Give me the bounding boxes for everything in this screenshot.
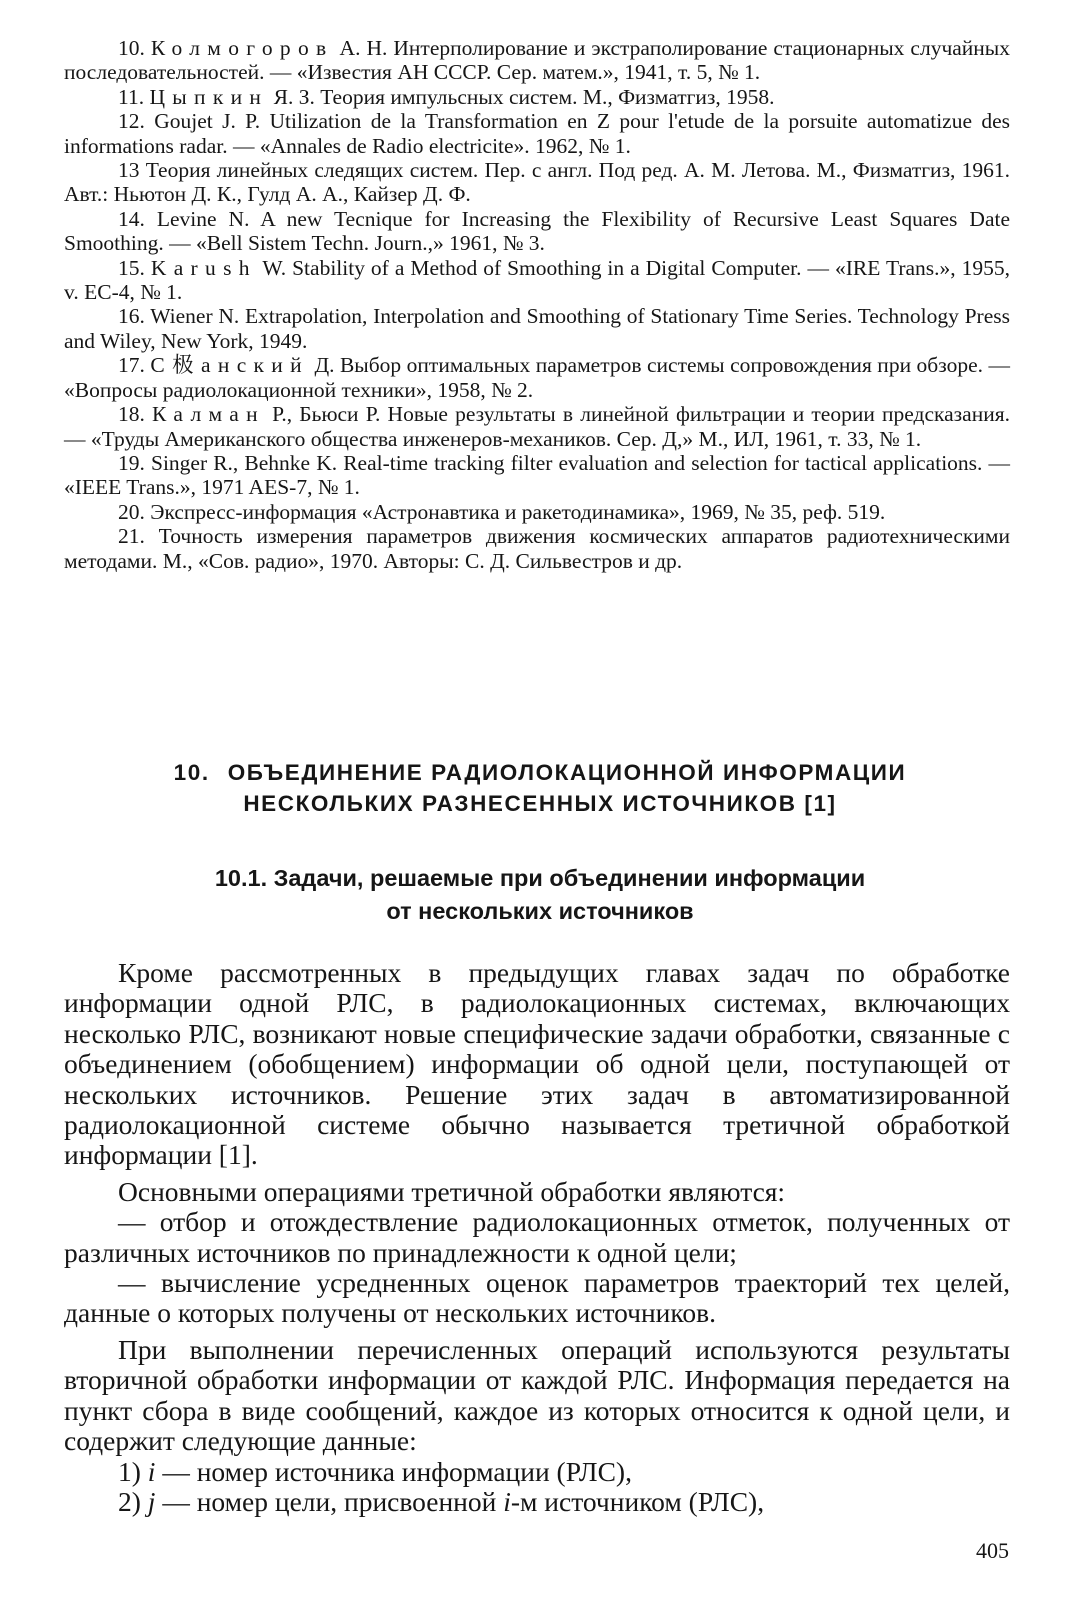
- reference-item: [64, 158, 1010, 207]
- reference-text: Я. З. Теория импульсных систем. М., Физматгиз, 1958.: [273, 84, 775, 109]
- reference-item: [64, 85, 1010, 109]
- section-heading: [100, 862, 980, 928]
- chapter-heading: [100, 757, 980, 819]
- reference-number: 20.: [118, 499, 145, 524]
- reference-text: Р., Бьюси Р. Новые результаты в линейной фильтрации и теории предсказания. — «Труды Американского общества инженеров-механиков. Сер. Д,» М., ИЛ, 1961, т. 33, № 1.: [64, 402, 1010, 451]
- reference-item: [64, 304, 1010, 353]
- reference-text: А. Н. Интерполирование и экстраполирование стационарных случайных последовательностей. — «Известия АН СССР. Сер. матем.», 1941, т. 5, № 1.: [64, 36, 1011, 85]
- numbered-item: [64, 1487, 1010, 1517]
- reference-number: 19.: [118, 450, 145, 475]
- reference-item: [64, 353, 1010, 402]
- item-number: 1): [118, 1455, 141, 1487]
- reference-number: 10.: [118, 36, 145, 60]
- item-text: — номер источника информации (РЛС),: [162, 1455, 632, 1487]
- reference-text: W. Stability of a Method of Smoothing in a Digital Computer. — «IRE Trans.», 1955, v. EC-4, № 1.: [64, 255, 1010, 305]
- body-text: [64, 958, 1010, 1517]
- chapter-title-continued: НЕСКОЛЬКИХ РАЗНЕСЕННЫХ ИСТОЧНИКОВ [1]: [243, 791, 837, 816]
- reference-author: Колмогоров: [150, 36, 334, 60]
- list-dash-item: — вычисление усредненных оценок параметров траекторий тех целей, данные о которых получены от нескольких источников.: [64, 1267, 1010, 1329]
- reference-text: Точность измерения параметров движения космических аппаратов радиотехническими методами. М., «Сов. радио», 1970. Авторы: С. Д. Сильвестров и др.: [64, 524, 1011, 573]
- section-title-continued: от нескольких источников: [386, 898, 694, 924]
- reference-author: С极анский: [150, 353, 309, 378]
- reference-author: Karush: [150, 255, 257, 280]
- reference-text: Levine N. A new Tecnique for Increasing the Flexibility of Recursive Least Squares Date Smoothing. — «Bell Sistem Techn. Journ.,» 1961, № 3.: [64, 206, 1011, 256]
- item-variable: i: [503, 1485, 511, 1517]
- reference-number: 16.: [118, 304, 145, 329]
- section-title: 10.1. Задачи, решаемые при объединении информации: [214, 865, 866, 891]
- reference-author: Калман: [152, 402, 265, 427]
- chapter-heading-line: [100, 757, 980, 788]
- reference-item: [64, 524, 1010, 573]
- item-variable: i: [147, 1455, 156, 1487]
- reference-item: [64, 207, 1010, 256]
- list-dash-item: — отбор и отождествление радиолокационных отметок, полученных от различных источников по принадлежности к одной цели;: [64, 1206, 1010, 1268]
- reference-text: Теория линейных следящих систем. Пер. с англ. Под ред. А. М. Летова. М., Физматгиз, 1961. Авт.: Ньютон Д. К., Гулд А. А., Кайзер Д. Ф.: [64, 158, 1011, 207]
- reference-number: 15.: [118, 255, 145, 280]
- item-variable: j: [147, 1485, 156, 1517]
- reference-number: 13: [118, 158, 140, 183]
- reference-number: 21.: [118, 524, 145, 549]
- item-number: 2): [118, 1485, 141, 1517]
- reference-item: [64, 109, 1010, 158]
- reference-item: [64, 451, 1010, 500]
- reference-number: 14.: [118, 206, 145, 231]
- reference-item: [64, 36, 1010, 85]
- reference-text: Д. Выбор оптимальных параметров системы сопровождения при обзоре. — «Вопросы радиолокационной техники», 1958, № 2.: [64, 353, 1011, 402]
- reference-list: [64, 36, 1010, 573]
- item-text: — номер цели, присвоенной: [162, 1485, 497, 1517]
- chapter-number: 10.: [173, 760, 210, 785]
- reference-item: [64, 500, 1010, 524]
- reference-text: Экспресс-информация «Астронавтика и ракетодинамика», 1969, № 35, реф. 519.: [150, 499, 886, 524]
- reference-number: 18.: [118, 402, 145, 427]
- reference-item: [64, 256, 1010, 305]
- reference-text: Goujet J. P. Utilization de la Transformation en Z pour l'etude de la porsuite automatizue des informations radar. — «Annales de Radio electricite». 1962, № 1.: [64, 109, 1011, 158]
- reference-number: 12.: [118, 109, 145, 134]
- item-text: -м источником (РЛС),: [510, 1485, 765, 1517]
- paragraph: Кроме рассмотренных в предыдущих главах задач по обработке информации одной РЛС, в радиолокационных системах, включающих несколько РЛС, возникают новые специфические задачи обработки, связанные с объединением (обобщением) информации об одной цели, поступающей от нескольких источников. Решение этих задач в автоматизированной радиолокационной системе обычно называется третичной обработкой информации [1].: [64, 957, 1010, 1171]
- reference-text: Wiener N. Extrapolation, Interpolation and Smoothing of Stationary Time Series. Technology Press and Wiley, New York, 1949.: [64, 304, 1010, 353]
- reference-number: 17.: [118, 353, 145, 378]
- reference-text: Singer R., Behnke K. Real-time tracking filter evaluation and selection for tactical applications. — «IEEE Trans.», 1971 AES-7, № 1.: [64, 450, 1011, 500]
- reference-author: Цыпкин: [149, 84, 269, 109]
- page-number: 405: [976, 1538, 1009, 1563]
- numbered-item: [64, 1457, 1010, 1487]
- paragraph: Основными операциями третичной обработки являются:: [118, 1175, 786, 1207]
- reference-item: [64, 402, 1010, 451]
- chapter-title: ОБЪЕДИНЕНИЕ РАДИОЛОКАЦИОННОЙ ИНФОРМАЦИИ: [227, 760, 907, 785]
- reference-number: 11.: [118, 84, 145, 109]
- paragraph: При выполнении перечисленных операций используются результаты вторичной обработки информации от каждой РЛС. Информация передается на пункт сбора в виде сообщений, каждое из которых относится к одной цели, и содержит следующие данные:: [64, 1333, 1010, 1457]
